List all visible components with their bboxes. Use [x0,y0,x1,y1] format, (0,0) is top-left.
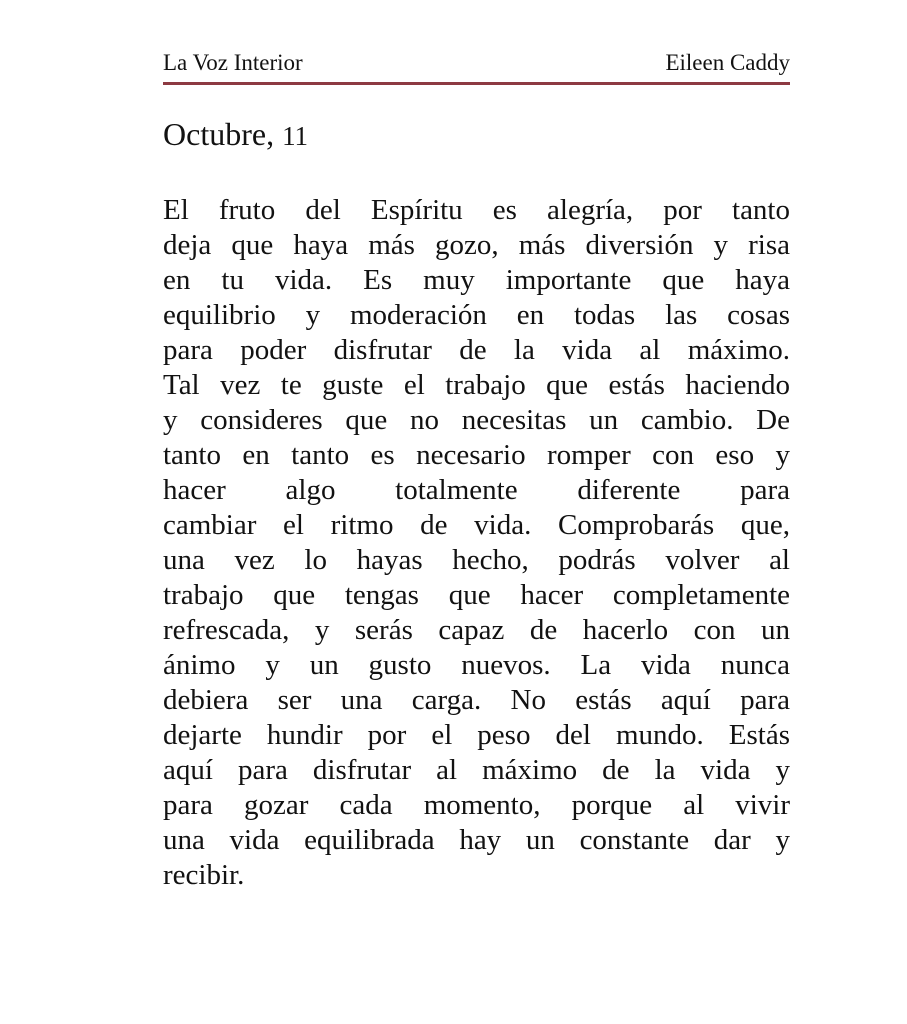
body-line: El fruto del Espíritu es alegría, por tanto [163,194,790,226]
body-line: ánimo y un gusto nuevos. La vida nunca [163,649,790,681]
body-line: una vida equilibrada hay un constante dar y [163,824,790,856]
body-line: aquí para disfrutar al máximo de la vida y [163,754,790,786]
book-title: La Voz Interior [163,50,303,75]
entry-date [163,115,790,155]
body-line: una vez lo hayas hecho, podrás volver al [163,544,790,576]
body-line: equilibrio y moderación en todas las cosas [163,299,790,331]
entry-date-month: Octubre, [163,116,275,152]
body-line: para poder disfrutar de la vida al máximo. [163,334,790,366]
body-line: hacer algo totalmente diferente para [163,474,790,506]
body-line: refrescada, y serás capaz de hacerlo con un [163,614,790,646]
body-line: en tu vida. Es muy importante que haya [163,264,790,296]
body-line: para gozar cada momento, porque al vivir [163,789,790,821]
running-header [163,49,790,76]
entry-body [163,193,790,893]
header-rule [163,82,790,85]
body-line: Tal vez te guste el trabajo que estás haciendo [163,369,790,401]
body-line: trabajo que tengas que hacer completamente [163,579,790,611]
body-line: cambiar el ritmo de vida. Comprobarás que, [163,509,790,541]
body-line: y consideres que no necesitas un cambio. De [163,404,790,436]
page-content [163,0,790,893]
body-line: deja que haya más gozo, más diversión y risa [163,229,790,261]
author-name: Eileen Caddy [665,50,790,75]
entry-date-day: 11 [282,121,309,151]
body-line: recibir. [163,859,245,891]
body-line: tanto en tanto es necesario romper con eso y [163,439,790,471]
body-line: debiera ser una carga. No estás aquí para [163,684,790,716]
body-line: dejarte hundir por el peso del mundo. Estás [163,719,790,751]
